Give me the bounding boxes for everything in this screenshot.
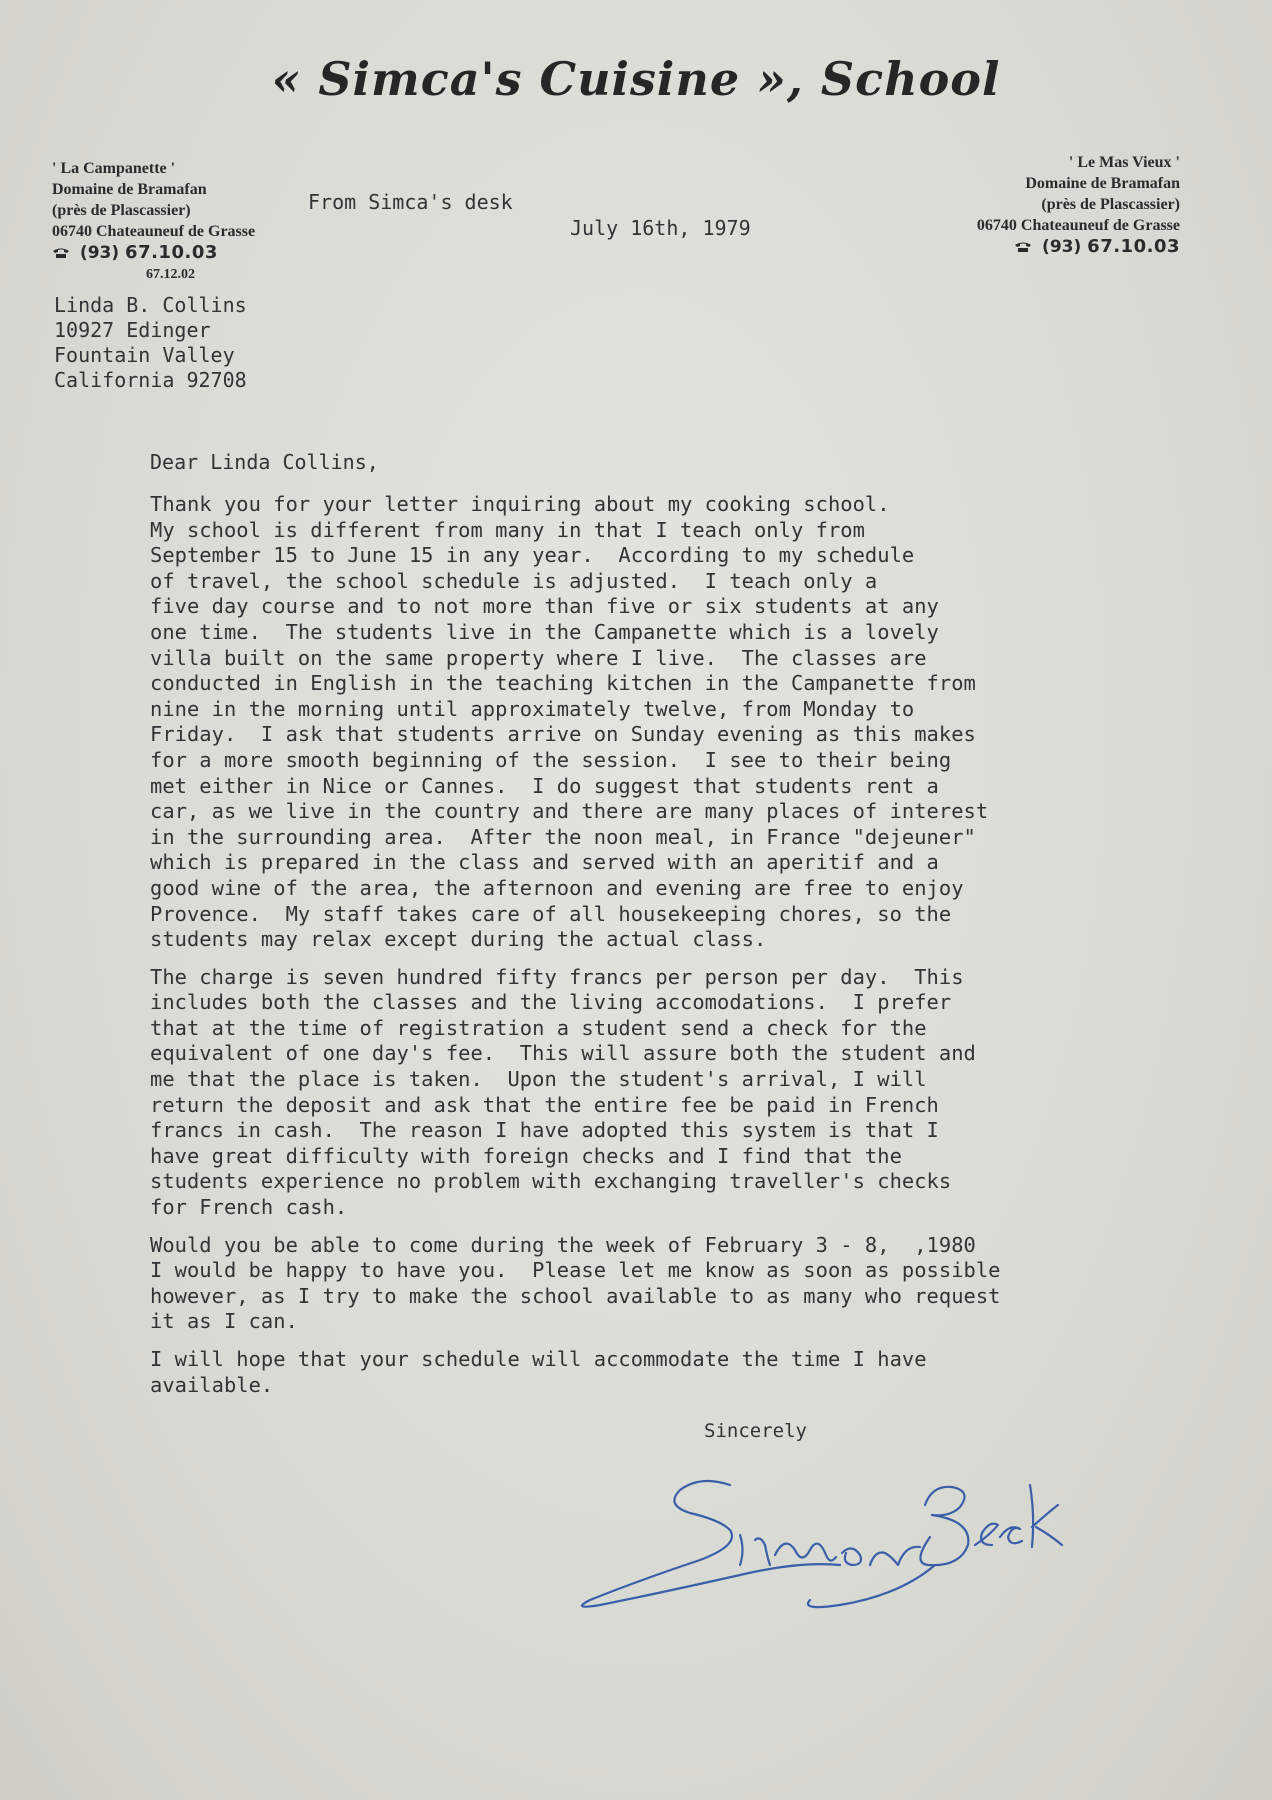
right-phone-number: 67.10.03 [1087, 236, 1180, 257]
right-address-near: (près de Plascassier) [1041, 196, 1180, 213]
text-line: My school is different from many in that I teach only from [150, 517, 865, 542]
right-address-town: 06740 Chateauneuf de Grasse [976, 217, 1180, 234]
text-line: Provence. My staff takes care of all housekeeping chores, so the [150, 901, 952, 926]
text-line: met either in Nice or Cannes. I do suggest that students rent a [150, 773, 939, 798]
text-line: that at the time of registration a student send a check for the [150, 1015, 927, 1040]
text-line: which is prepared in the class and served with an aperitif and a [150, 850, 939, 875]
left-address-phone [52, 242, 255, 264]
text-line: students experience no problem with exchanging traveller's checks [150, 1169, 952, 1194]
text-line: students may relax except during the actual class. [150, 927, 767, 952]
text-line: available. [150, 1372, 274, 1397]
text-line: have great difficulty with foreign checks and I find that the [150, 1143, 902, 1168]
left-address-block [52, 158, 255, 285]
handwritten-signature [580, 1465, 1140, 1615]
letterhead-title: « Simca's Cuisine », School [271, 52, 1001, 106]
recipient-address [54, 293, 247, 393]
paragraph [150, 965, 1250, 1221]
text-line: francs in cash. The reason I have adopted this system is that I [150, 1118, 939, 1143]
text-line: nine in the morning until approximately twelve, from Monday to [150, 696, 915, 721]
left-phone-extra: 67.12.02 [146, 267, 195, 282]
paragraph-gap [150, 1335, 1250, 1347]
recipient-line: Linda B. Collins [54, 293, 247, 317]
text-line: Friday. I ask that students arrive on Sunday evening as this makes [150, 722, 976, 747]
paragraph-gap [150, 1221, 1250, 1233]
salutation: Dear Linda Collins, [150, 450, 379, 474]
paragraph [150, 1347, 1250, 1398]
text-line: good wine of the area, the afternoon and evening are free to enjoy [150, 875, 964, 900]
text-line: car, as we live in the country and there are many places of interest [150, 799, 989, 824]
recipient-line: Fountain Valley [54, 343, 235, 367]
right-address-phone [977, 236, 1180, 258]
text-line: me that the place is taken. Upon the student's arrival, I will [150, 1067, 927, 1092]
text-line: of travel, the school schedule is adjusted. I teach only a [150, 568, 878, 593]
left-phone-number: 67.10.03 [125, 242, 218, 263]
paragraph-gap [150, 953, 1250, 965]
letter-date: July 16th, 1979 [570, 216, 751, 240]
left-phone-area: (93) [79, 243, 120, 263]
letter-body [150, 492, 1250, 1398]
right-address-domain: Domaine de Bramafan [1025, 175, 1180, 192]
text-line: five day course and to not more than five or six students at any [150, 594, 939, 619]
text-line: however, as I try to make the school available to as many who request [150, 1283, 1001, 1308]
text-line: for a more smooth beginning of the session. I see to their being [150, 747, 952, 772]
text-line: it as I can. [150, 1309, 298, 1334]
telephone-icon [1014, 241, 1032, 253]
recipient-line: California 92708 [54, 368, 247, 392]
text-line: Thank you for your letter inquiring about my cooking school. [150, 492, 890, 516]
left-address-near: (près de Plascassier) [52, 202, 191, 219]
text-line: includes both the classes and the living accomodations. I prefer [150, 990, 952, 1015]
text-line: villa built on the same property where I live. The classes are [150, 645, 927, 670]
text-line: September 15 to June 15 in any year. According to my schedule [150, 543, 915, 568]
paragraph [150, 1233, 1250, 1335]
right-address-block [977, 152, 1180, 258]
text-line: Would you be able to come during the week of February 3 - 8, ,1980 [150, 1232, 976, 1257]
text-line: one time. The students live in the Campanette which is a lovely [150, 619, 939, 644]
right-phone-area: (93) [1042, 237, 1082, 257]
left-address-town: 06740 Chateauneuf de Grasse [52, 223, 256, 240]
text-line: The charge is seven hundred fifty francs per person per day. This [150, 964, 964, 989]
telephone-icon [52, 247, 70, 259]
paragraph [150, 492, 1250, 953]
left-address-domain: Domaine de Bramafan [52, 181, 207, 198]
text-line: equivalent of one day's fee. This will assure both the student and [150, 1041, 976, 1066]
text-line: in the surrounding area. After the noon meal, in France "dejeuner" [150, 824, 976, 849]
right-address-name: ' Le Mas Vieux ' [1068, 154, 1180, 171]
text-line: for French cash. [150, 1195, 348, 1220]
closing: Sincerely [704, 1420, 807, 1442]
text-line: conducted in English in the teaching kitchen in the Campanette from [150, 671, 976, 696]
text-line: I will hope that your schedule will accommodate the time I have [150, 1347, 927, 1371]
text-line: I would be happy to have you. Please let me know as soon as possible [150, 1258, 1001, 1283]
recipient-line: 10927 Edinger [54, 318, 211, 342]
text-line: return the deposit and ask that the entire fee be paid in French [150, 1092, 939, 1117]
left-address-name: ' La Campanette ' [52, 160, 176, 177]
from-line: From Simca's desk [308, 190, 513, 214]
